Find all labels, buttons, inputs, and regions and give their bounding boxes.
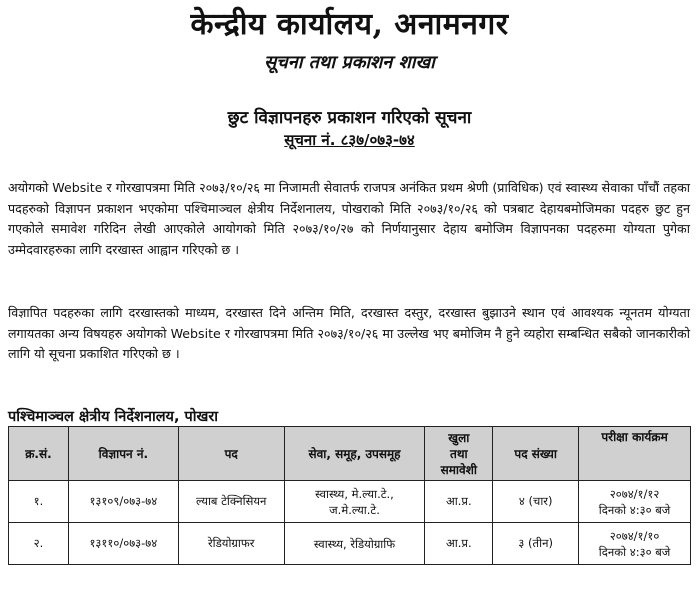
header-exam: परीक्षा कार्यक्रम [579, 427, 691, 481]
header-type [425, 427, 493, 481]
cell-post: ल्याब टेक्निसियन [178, 481, 284, 523]
cell-post: रेडियोग्राफर [178, 523, 284, 565]
cell-adv-no: १३११०/०७३-७४ [68, 523, 178, 565]
cell-exam-date: २०७४/१/१२ [609, 486, 660, 501]
notice-number: सूचना नं. ८३७/०७३-७४ [284, 131, 415, 149]
body-paragraph-2: विज्ञापित पदहरुका लागि दरखास्तको माध्यम, दरखास्त दिने अन्तिम मिति, दरखास्त दस्तुर, दरखास्त बुझाउने स्थान एवं आवश्यक न्यूनतम योग्यता लगायतका अन्य विषयहरु अयोगको Website र गोरखापत्रमा मिति २०७३/१०/२६ मा उल्लेख भए बमोजिम नै हुने व्यहोरा सम्बन्धित सबैको जानकारीको लागि यो सूचना प्रकाशित गरिएको छ । [8, 305, 690, 361]
cell-adv-no: १३१०९/०७३-७४ [68, 481, 178, 523]
cell-service-line-1: स्वास्थ्य, मे.ल्या.टे., [315, 486, 394, 501]
header-sn: क्र.सं. [9, 427, 69, 481]
body-paragraph-1: अयोगको Website र गोरखापत्रमा मिति २०७३/१०/२६ मा निजामती सेवातर्फ राजपत्र अनंकित प्रथम श्रेणी (प्राविधिक) एवं स्वास्थ्य सेवाका पाँचौं तहका पदहरुको विज्ञापन प्रकाशन भएकोमा पश्चिमाञ्चल क्षेत्रीय निर्देशनालय, पोखराको मिति २०७३/१०/२६ को पत्रबाट देहायबमोजिमका पदहरु छुट हुन गएकोले समावेश गरिदिन लेखी आएकोले आयोगको मिति २०७३/१०/२७ को निर्णयानुसार देहाय बमोजिम विज्ञापनका पदहरुमा योग्यता पुगेका उम्मेदवारहरुका लागि दरखास्त आह्वान गरिएको छ । [8, 180, 690, 257]
cell-type: आ.प्र. [425, 523, 493, 565]
header-count: पद संख्या [493, 427, 579, 481]
header-service: सेवा, समूह, उपसमूह [284, 427, 425, 481]
cell-sn: २. [9, 523, 69, 565]
office-subtitle: सूचना तथा प्रकाशन शाखा [264, 52, 435, 73]
cell-exam [579, 523, 691, 565]
cell-count: ४ (चार) [493, 481, 579, 523]
cell-service-line-1: स्वास्थ्य, रेडियोग्राफि [313, 536, 396, 551]
cell-exam-date: २०७४/१/१० [609, 528, 660, 543]
cell-exam-time: दिनको ४:३० बजे [598, 544, 671, 559]
header-post: पद [178, 427, 284, 481]
cell-count: ३ (तीन) [493, 523, 579, 565]
cell-exam [579, 481, 691, 523]
vacancy-table [8, 426, 691, 565]
cell-service-line-2: ज.मे.ल्या.टे. [329, 502, 380, 517]
header-type-line-1: खुला [448, 430, 470, 445]
cell-exam-time: दिनको ४:३० बजे [598, 502, 671, 517]
header-adv-no: विज्ञापन नं. [68, 427, 178, 481]
notice-number-line [0, 130, 699, 150]
section-heading: पश्चिमाञ्चल क्षेत्रीय निर्देशनालय, पोखरा [8, 409, 219, 425]
cell-service [284, 523, 425, 565]
header-type-line-2: तथा [450, 446, 468, 461]
cell-type: आ.प्र. [425, 481, 493, 523]
table-header-row [9, 427, 691, 481]
cell-sn: १. [9, 481, 69, 523]
table-row [9, 523, 691, 565]
notice-title: छुट विज्ञापनहरु प्रकाशन गरिएको सूचना [227, 108, 472, 128]
table-row [9, 481, 691, 523]
header-type-line-3: समावेशी [440, 462, 477, 477]
office-title: केन्द्रीय कार्यालय, अनामनगर [190, 7, 509, 42]
cell-service [284, 481, 425, 523]
